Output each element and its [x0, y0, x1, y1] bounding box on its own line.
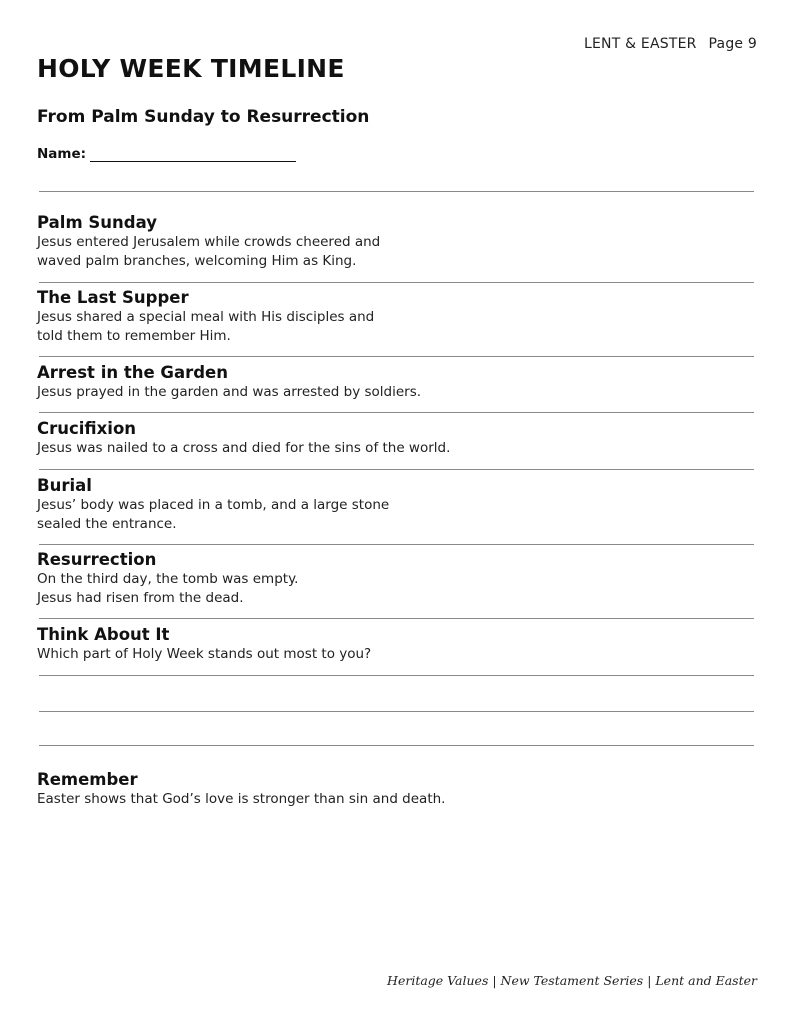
divider: [39, 191, 754, 192]
answer-line[interactable]: [39, 675, 754, 676]
answer-line[interactable]: [39, 745, 754, 746]
divider: [39, 282, 754, 283]
page-footer: Heritage Values | New Testament Series | Lent and Easter: [387, 973, 757, 988]
divider: [39, 469, 754, 470]
section-text: Easter shows that God’s love is stronger than sin and death.: [37, 791, 446, 807]
name-field-row: [37, 146, 296, 162]
section-text: Jesus’ body was placed in a tomb, and a large stone sealed the entrance.: [37, 497, 390, 532]
timeline-section-last-supper: [37, 288, 757, 345]
section-title: Think About It: [37, 625, 170, 644]
section-title: Palm Sunday: [37, 213, 157, 232]
divider: [39, 412, 754, 413]
section-text: Jesus prayed in the garden and was arrested by soldiers.: [37, 384, 422, 400]
name-label: Name:: [37, 146, 87, 162]
page-title: HOLY WEEK TIMELINE: [37, 54, 345, 83]
name-input-line[interactable]: [90, 147, 296, 162]
section-title: Burial: [37, 476, 92, 495]
timeline-section-burial: [37, 476, 757, 533]
section-title: The Last Supper: [37, 288, 189, 307]
section-text: On the third day, the tomb was empty. Jesus had risen from the dead.: [37, 571, 299, 606]
section-title: Crucifixion: [37, 419, 137, 438]
timeline-section-palm-sunday: [37, 213, 757, 270]
page-subtitle: From Palm Sunday to Resurrection: [37, 107, 370, 127]
timeline-section-crucifixion: [37, 419, 757, 458]
header-section-label: LENT & EASTER: [584, 36, 697, 52]
section-text: Jesus entered Jerusalem while crowds cheered and waved palm branches, welcoming Him as King.: [37, 234, 381, 269]
timeline-section-arrest: [37, 363, 757, 402]
section-text: Which part of Holy Week stands out most to you?: [37, 646, 372, 662]
answer-line[interactable]: [39, 711, 754, 712]
timeline-section-resurrection: [37, 550, 757, 607]
header-page-number: Page 9: [708, 36, 757, 52]
section-text: Jesus was nailed to a cross and died for the sins of the world.: [37, 440, 451, 456]
section-title: Arrest in the Garden: [37, 363, 228, 382]
think-about-it-section: [37, 625, 757, 664]
section-title: Resurrection: [37, 550, 157, 569]
divider: [39, 544, 754, 545]
divider: [39, 618, 754, 619]
divider: [39, 356, 754, 357]
remember-section: [37, 770, 757, 809]
running-header: [584, 36, 757, 52]
section-title: Remember: [37, 770, 138, 789]
section-text: Jesus shared a special meal with His disciples and told them to remember Him.: [37, 309, 375, 344]
